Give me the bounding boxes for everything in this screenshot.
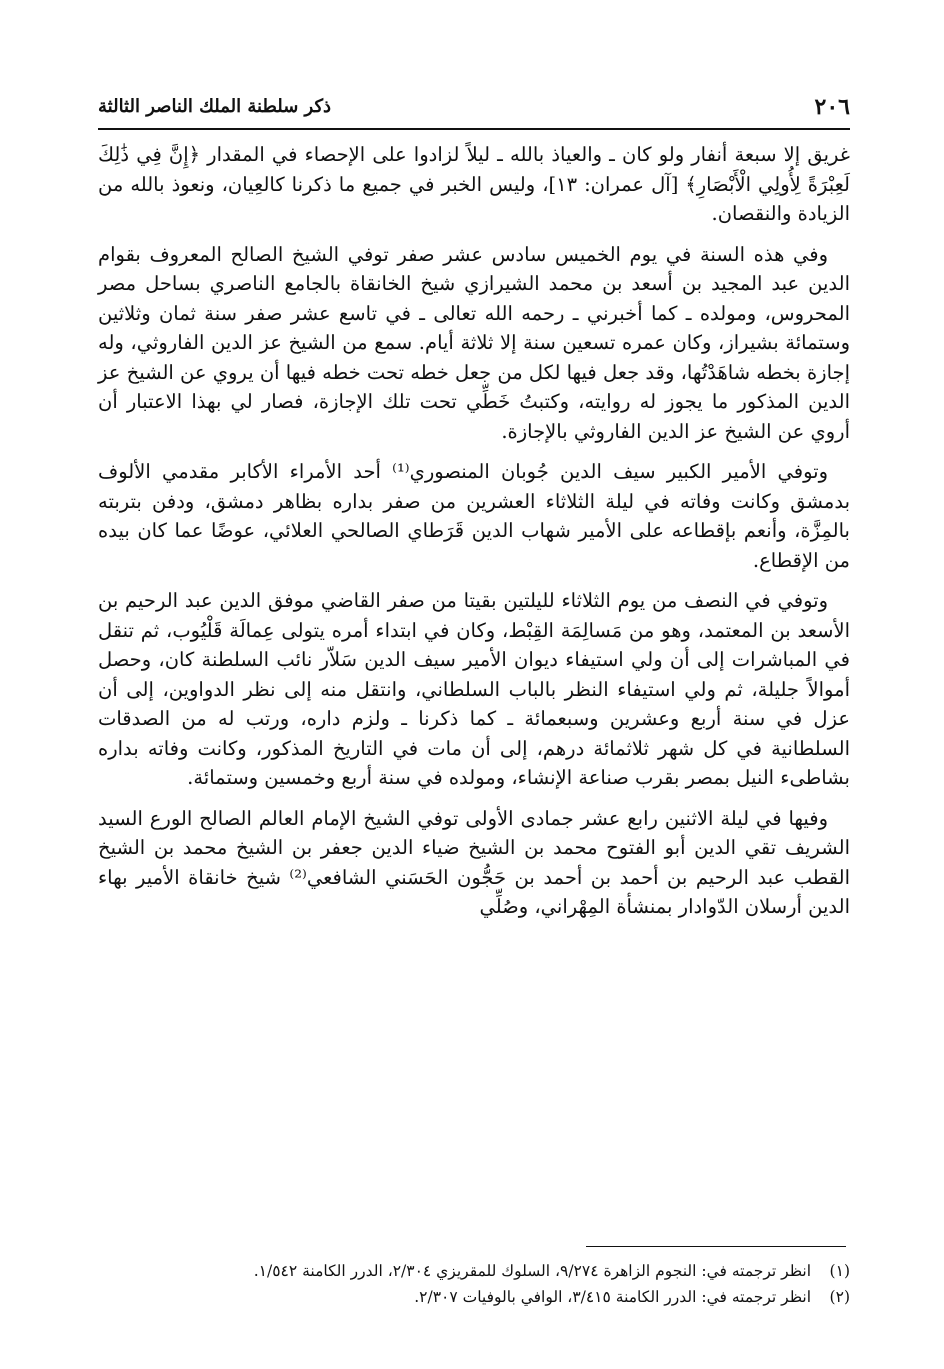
- paragraph-5: وفيها في ليلة الاثنين رابع عشر جمادى الأولى توفي الشيخ الإمام العالم الصالح الورع السيد الشريف تقي الدين أبو الفتوح محمد بن الشيخ ضياء الدين جعفر بن الشيخ محمد بن الشيخ القطب عبد الرحيم بن أحمد بن أحمد بن حَجُّون الحَسَني الشافعي⁽²⁾ شيخ خانقاة الأمير بهاء الدين أرسلان الدّوادار بمنشأة المِهْراني، وصُلِّي: [98, 806, 850, 918]
- paragraph-3: وتوفي الأمير الكبير سيف الدين جُوبان المنصوري⁽¹⁾ أحد الأمراء الأكابر مقدمي الألوف بدمشق وكانت وفاته في ليلة الثلاثاء العشرين من صفر بداره بظاهر دمشق، ودفن بتربته بالمِزَّة، وأنعم بإقطاعه على الأمير شهاب الدين قَرَطاي الصالحي العلائي، عوضًا عما كان بيده من الإقطاع.: [98, 460, 850, 572]
- footnote-2: [98, 1284, 850, 1310]
- footnotes: [98, 1258, 850, 1310]
- footnote-text: انظر ترجمته في: النجوم الزاهرة ٩/٢٧٤، السلوك للمقريزي ٢/٣٠٤، الدرر الكامنة ١/٥٤٢.: [253, 1262, 812, 1280]
- body-text: [98, 140, 850, 933]
- paragraph-1: غريق إلا سبعة أنفار ولو كان ـ والعياذ بالله ـ ليلاً لزادوا على الإحصاء في المقدار ﴿إِنَّ فِي ذَٰلِكَ لَعِبْرَةً لِأُولِي الْأَبْصَارِ﴾ [آل عمران: ١٣]، وليس الخبر في جميع ما ذكرنا كالعِيان، ونعوذ بالله من الزيادة والنقصان.: [98, 143, 850, 225]
- footnote-number: (٢): [829, 1288, 850, 1306]
- page-number: ٢٠٦: [814, 94, 850, 120]
- paragraph-4: وتوفي في النصف من يوم الثلاثاء لليلتين بقيتا من صفر القاضي موفق الدين عبد الرحيم بن الأسعد بن المعتمد، وهو من مَسالِمَة القِبْط، وكان في ابتداء أمره يتولى عِمالَة قَلْيُوب، ثم تنقل في المباشرات إلى أن ولي استيفاء ديوان الأمير سيف الدين سَلاّر نائب السلطنة كان، وحصل أموالاً جليلة، ثم ولي استيفاء النظر بالباب السلطاني، وانتقل منه إلى نظر الدواوين، إلى أن عزل في سنة أربع وعشرين وسبعمائة ـ كما ذكرنا ـ ولزم داره، ورتب له من الصدقات السلطانية في كل شهر ثلاثمائة درهم، إلى أن مات في التاريخ المذكور، وكانت وفاته بداره بشاطىء النيل بمصر بقرب صناعة الإنشاء، ومولده في سنة أربع وخمسين وستمائة.: [98, 589, 850, 789]
- running-title: ذكر سلطنة الملك الناصر الثالثة: [98, 96, 332, 117]
- page-header: [98, 92, 850, 130]
- footnote-divider: [586, 1246, 846, 1247]
- footnote-1: [98, 1258, 850, 1284]
- footnote-number: (١): [829, 1262, 850, 1280]
- footnote-text: انظر ترجمته في: الدرر الكامنة ٣/٤١٥، الوافي بالوفيات ٢/٣٠٧.: [414, 1288, 812, 1306]
- paragraph-2: وفي هذه السنة في يوم الخميس سادس عشر صفر توفي الشيخ الصالح المعروف بقوام الدين عبد المجيد بن أسعد بن محمد الشيرازي شيخ الخانقاة بالجامع الناصري بساحل مصر المحروس، ومولده ـ كما أخبرني ـ رحمه الله تعالى ـ في تاسع عشر صفر سنة ثمان وثلاثين وستمائة بشيراز، وكان عمره تسعين سنة إلا ثلاثة أيام. سمع من الشيخ عز الدين الفاروثي، وله إجازة بخطه شاهَدْتُها، وقد جعل فيها لكل من جعل خطه تحت خطه فيها أن يروي عن الشيخ عز الدين المذكور ما يجوز له روايته، وكتبتُ خَطِّي تحت تلك الإجازة، فصار لي بهذا الاعتبار أن أروي عن الشيخ عز الدين الفاروثي بالإجازة.: [98, 242, 850, 443]
